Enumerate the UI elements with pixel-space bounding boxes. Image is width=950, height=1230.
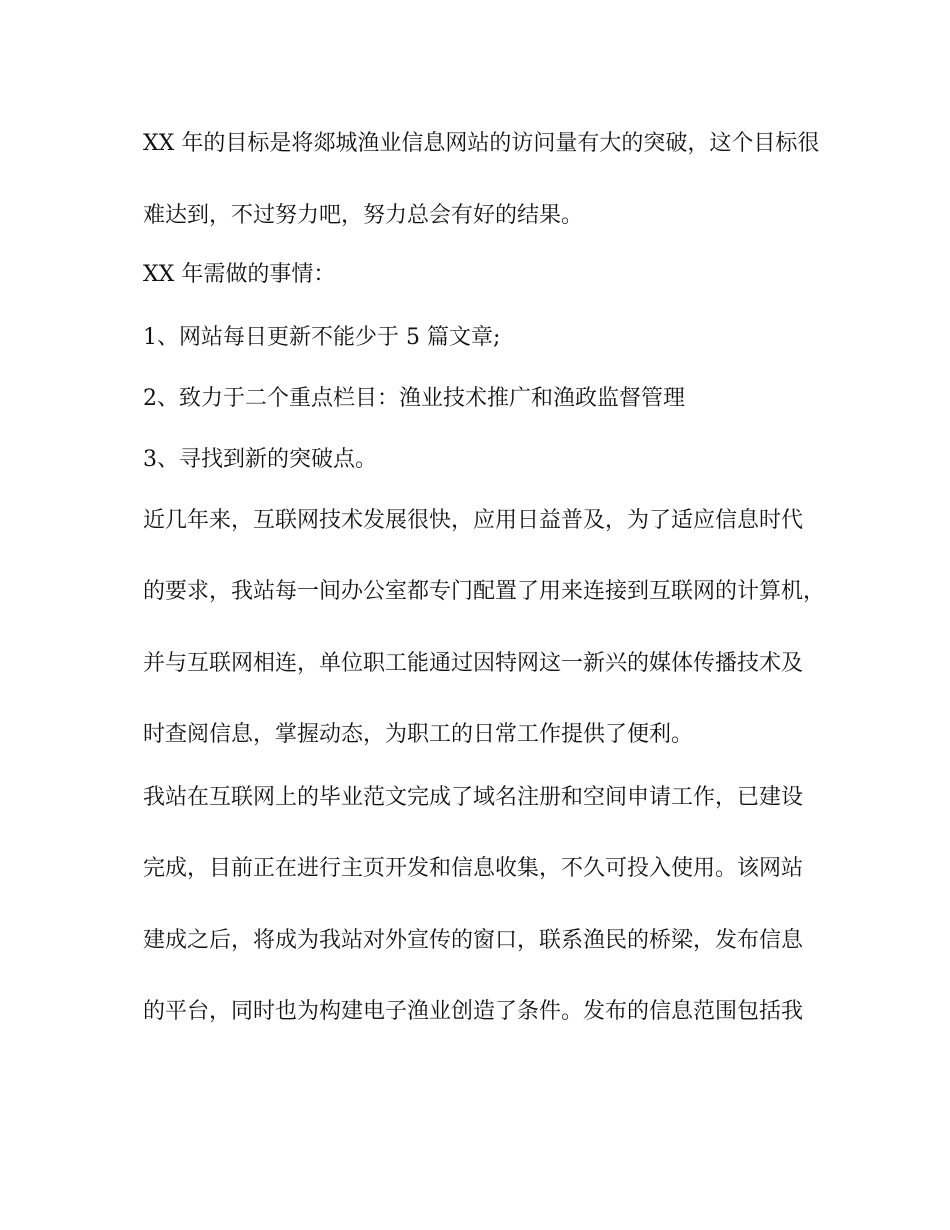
text-line: 近几年来，互联网技术发展很快，应用日益普及，为了适应信息时代 (143, 508, 804, 533)
text-line: 并与互联网相连，单位职工能通过因特网这一新兴的媒体传播技术及 (143, 651, 804, 676)
text-line: 的平台，同时也为构建电子渔业创造了条件。发布的信息范围包括我 (143, 999, 804, 1024)
text-line: 3、寻找到新的突破点。 (143, 447, 377, 472)
text-line: 时查阅信息，掌握动态，为职工的日常工作提供了便利。 (143, 722, 694, 747)
text-line: 2、致力于二个重点栏目：渔业技术推广和渔政监督管理 (143, 386, 685, 411)
text-line: XX 年需做的事情： (143, 262, 336, 287)
text-line: 难达到，不过努力吧，努力总会有好的结果。 (143, 203, 584, 228)
text-line: 完成，目前正在进行主页开发和信息收集，不久可投入使用。该网站 (143, 856, 804, 881)
text-line: 我站在互联网上的毕业范文完成了域名注册和空间申请工作，已建设 (143, 785, 804, 810)
text-line: XX 年的目标是将郯城渔业信息网站的访问量有大的突破，这个目标很 (143, 131, 820, 156)
text-line: 建成之后，将成为我站对外宣传的窗口，联系渔民的桥梁，发布信息 (143, 928, 804, 953)
text-line: 1、网站每日更新不能少于 5 篇文章; (143, 325, 501, 350)
text-line: 的要求，我站每一间办公室都专门配置了用来连接到互联网的计算机， (143, 579, 826, 604)
